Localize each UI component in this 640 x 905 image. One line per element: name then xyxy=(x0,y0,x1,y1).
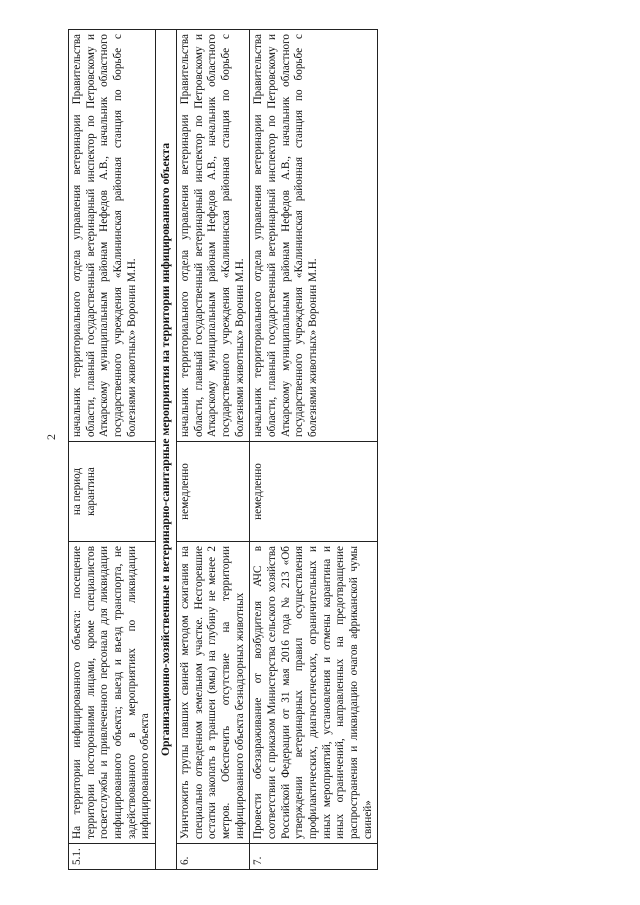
section-title: Организационно-хозяйственные и ветеринарно-санитарные мероприятия на территории инфицированного объекта xyxy=(155,30,176,870)
responsible-text: начальник территориального отдела управления ветеринарии Правительства области, главный государственный ветеринарный инспектор по Петровскому и Аткарскому муниципальным районам Нефедов А.В., начальник областного государственного учреждения «Калининская районная станция по борьбе с болезнями животных» Воронин М.Н. xyxy=(250,30,378,442)
responsible-text: начальник территориального отдела управления ветеринарии Правительства области, главный государственный ветеринарный инспектор по Петровскому и Аткарскому муниципальным районам Нефедов А.В., начальник областного государственного учреждения «Калининская районная станция по борьбе с болезнями животных» Воронин М.Н. xyxy=(69,30,156,442)
measures-table xyxy=(68,29,378,870)
rotated-document-table xyxy=(68,30,588,870)
measure-text: На территории инфицированного объекта: посещение территории посторонними лицами, кроме специалистов госветслужбы и привлеченного персонала для ликвидации инфицированного объекта; выезд и въезд транспорта, не задействованного в мероприятиях по ликвидации инфицированного объекта xyxy=(69,542,156,844)
row-number: 5.1. xyxy=(69,844,156,870)
row-number: 6. xyxy=(177,844,250,870)
section-heading-row xyxy=(155,30,176,870)
table-row xyxy=(69,30,156,870)
measure-text: Уничтожить трупы павших свиней методом сжигания на специально отведенном земельном участке. Несгоревшие остатки закопать в траншеи (ямы) на глубину не менее 2 метров. Обеспечить отсутствие на территории инфицированного объекта безнадзорных животных xyxy=(177,542,250,844)
responsible-text: начальник территориального отдела управления ветеринарии Правительства области, главный государственный ветеринарный инспектор по Петровскому и Аткарскому муниципальным районам Нефедов А.В., начальник областного государственного учреждения «Калининская районная станция по борьбе с болезнями животных» Воронин М.Н. xyxy=(177,30,250,442)
term-text: немедленно xyxy=(177,442,250,542)
row-number: 7. xyxy=(250,844,378,870)
table-row xyxy=(177,30,250,870)
page-number: 2 xyxy=(44,434,58,440)
term-text: немедленно xyxy=(250,442,378,542)
measure-text: Провести обеззараживание от возбудителя АЧС в соответствии с приказом Министерства сельского хозяйства Российской Федерации от 31 мая 2016 года № 213 «Об утверждении ветеринарных правил осуществления профилактических, диагностических, ограничительных и иных мероприятий, установления и отмены карантина и иных ограничений, направленных на предотвращение распространения и ликвидацию очагов африканской чумы свиней» xyxy=(250,542,378,844)
table-row xyxy=(250,30,378,870)
term-text: на период карантина xyxy=(69,442,156,542)
